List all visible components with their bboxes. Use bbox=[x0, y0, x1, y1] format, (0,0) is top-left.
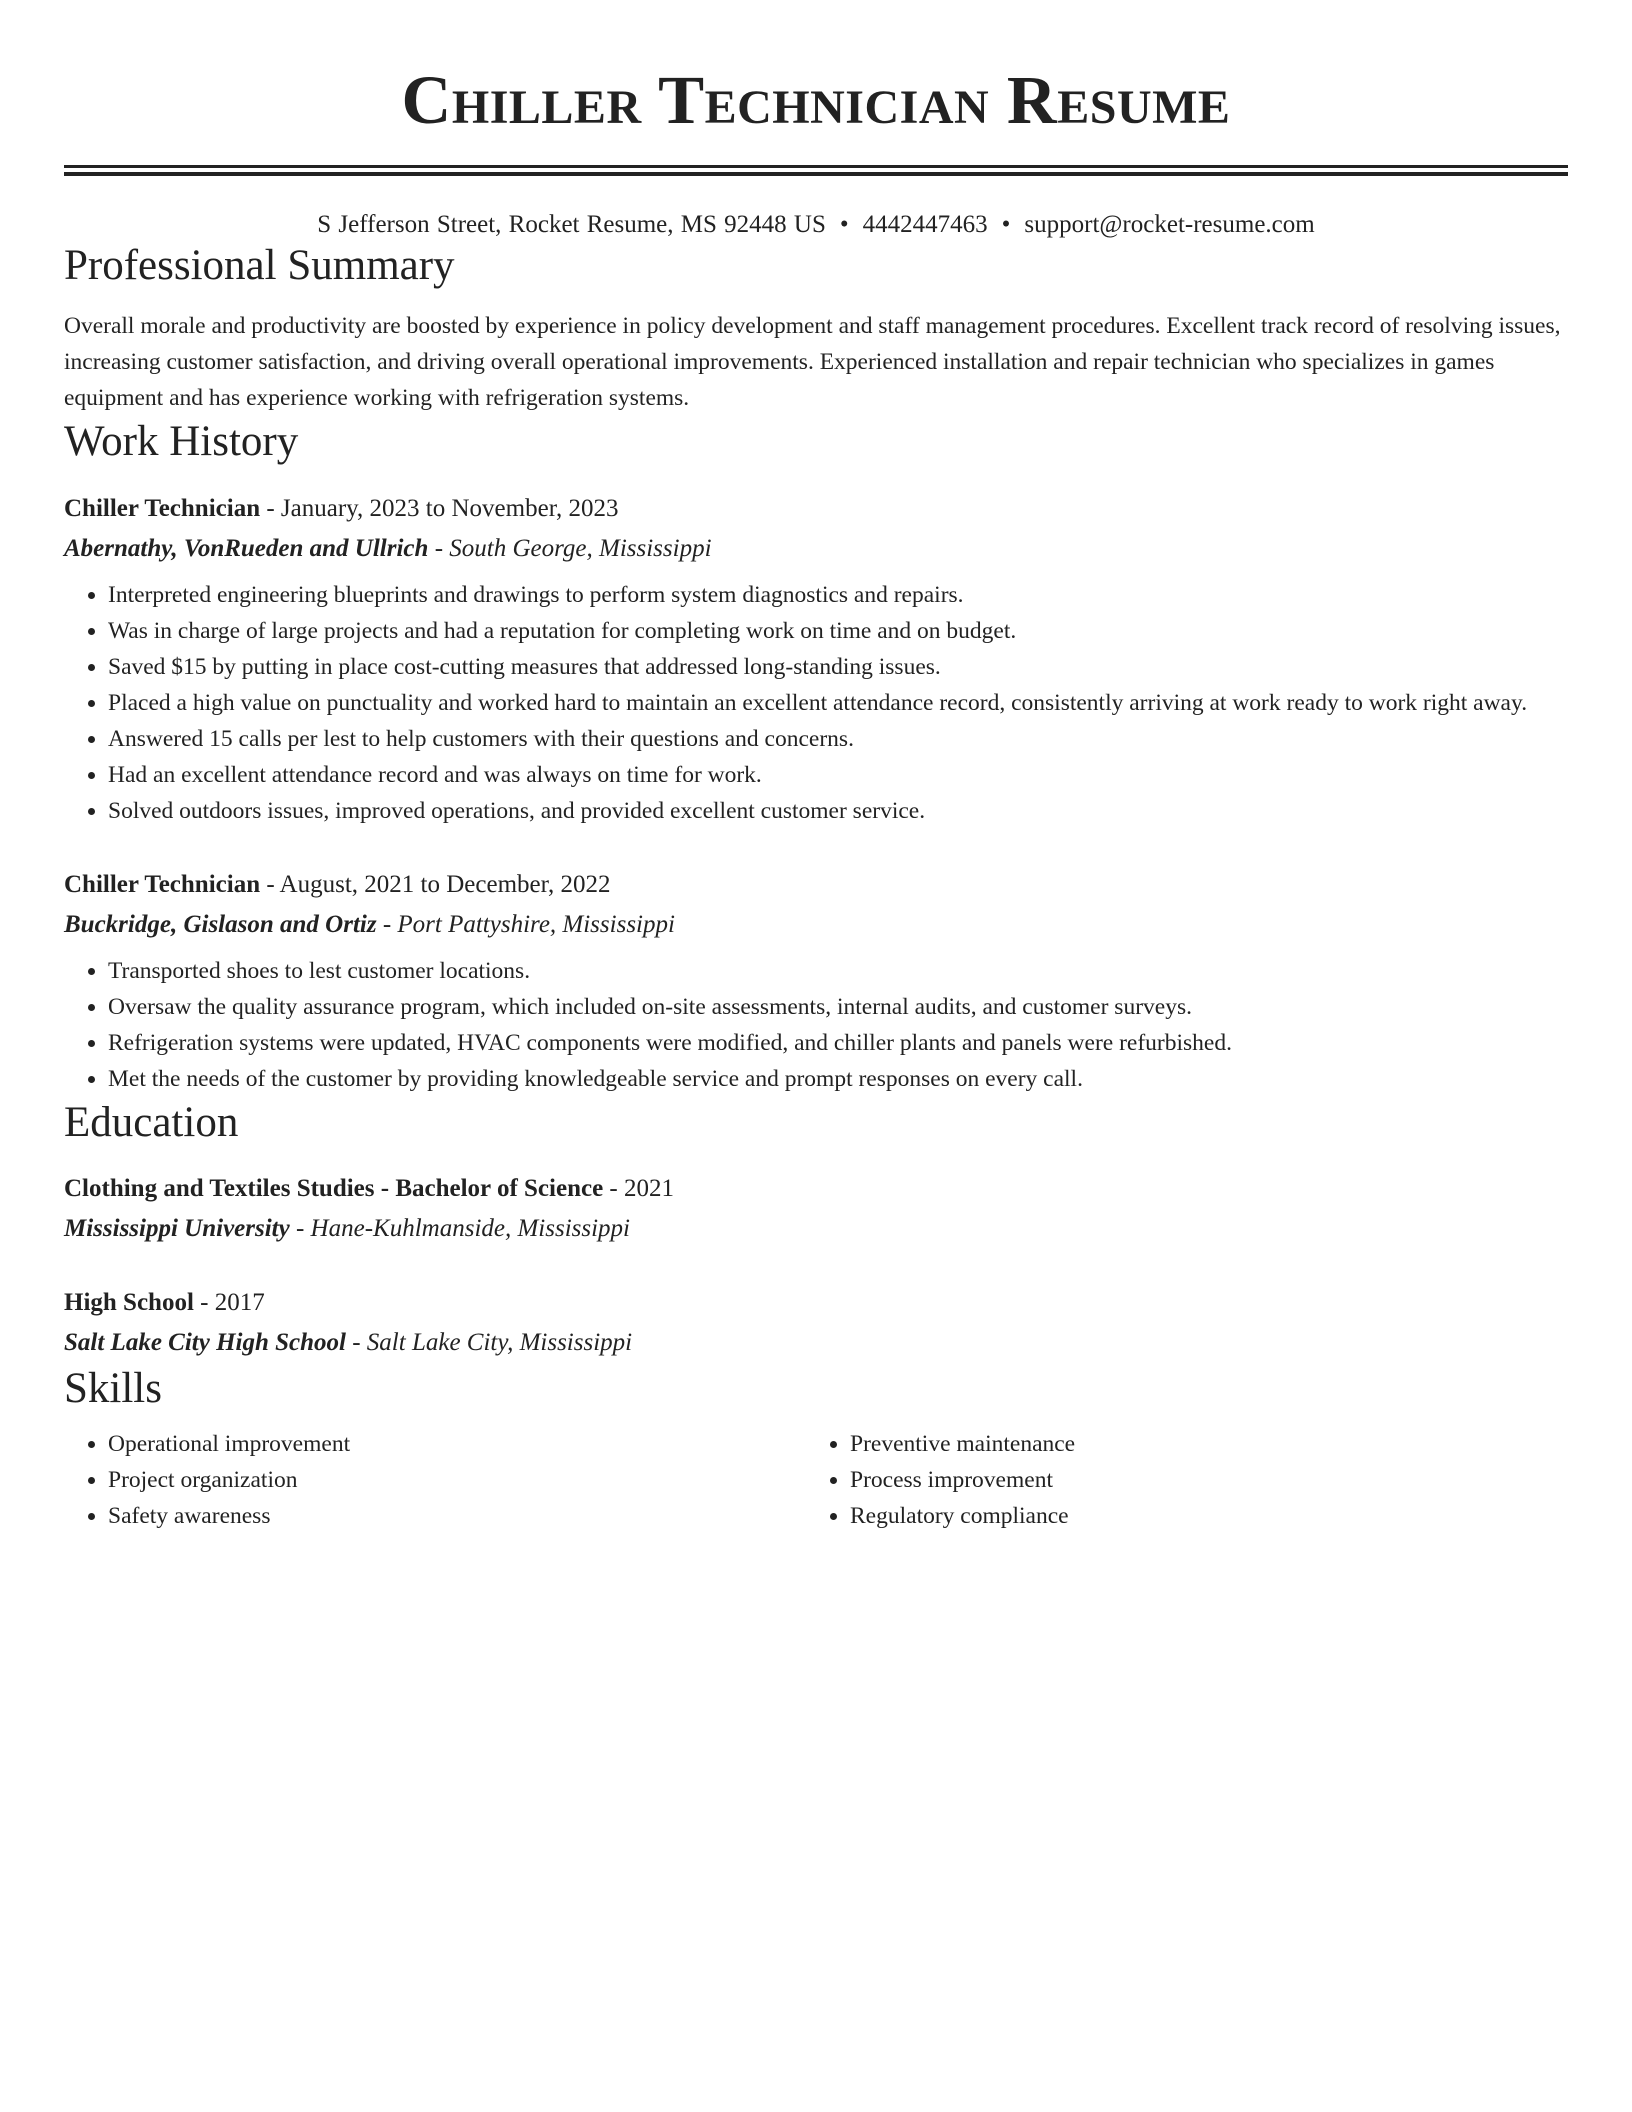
job-company: Buckridge, Gislason and Ortiz bbox=[64, 911, 377, 939]
job-title: Chiller Technician bbox=[64, 871, 261, 899]
education-year: - 2021 bbox=[603, 1174, 674, 1202]
contact-separator: • bbox=[839, 211, 849, 238]
summary-text: Overall morale and productivity are boosted by experience in policy development and staff management procedures. Excellent track record of resolving issues, increasing customer satisfaction, and driving overall operational improvements. Experienced installation and repair technician who specializes in games equipment and has experience working with refrigeration systems. bbox=[64, 312, 1561, 411]
education-location: - Salt Lake City, Mississippi bbox=[345, 1328, 633, 1356]
job-bullet: • Placed a high value on punctuality and worked hard to maintain an excellent attendance record, consistently arriving at work ready to work right away. bbox=[108, 685, 1568, 721]
skills-column-left bbox=[64, 1426, 806, 1534]
job-entry bbox=[64, 489, 1568, 829]
job-bullet: • Oversaw the quality assurance program, which included on-site assessments, internal audits, and customer surveys. bbox=[108, 989, 1568, 1025]
job-company-line bbox=[64, 905, 1568, 945]
education-degree-line bbox=[64, 1169, 1568, 1209]
job-title-line bbox=[64, 865, 1568, 905]
skill-item: • Regulatory compliance bbox=[850, 1498, 1568, 1534]
job-bullet: • Answered 15 calls per lest to help customers with their questions and concerns. bbox=[108, 721, 1568, 757]
skill-item: • Preventive maintenance bbox=[850, 1426, 1568, 1462]
contact-email: support@rocket-resume.com bbox=[1024, 211, 1315, 238]
job-bullet: • Solved outdoors issues, improved operations, and provided excellent customer service. bbox=[108, 793, 1568, 829]
title-double-rule bbox=[64, 165, 1568, 176]
contact-line bbox=[64, 210, 1568, 240]
job-bullet: • Was in charge of large projects and had a reputation for completing work on time and on budget. bbox=[108, 613, 1568, 649]
skill-item: • Operational improvement bbox=[108, 1426, 806, 1462]
education-degree: Clothing and Textiles Studies - Bachelor of Science bbox=[64, 1174, 604, 1202]
job-location: - South George, Mississippi bbox=[428, 535, 712, 563]
job-dates: - August, 2021 to December, 2022 bbox=[260, 871, 611, 899]
job-title: Chiller Technician bbox=[64, 495, 261, 523]
summary-heading: Professional Summary bbox=[64, 242, 455, 289]
job-entry bbox=[64, 865, 1568, 1097]
contact-address: S Jefferson Street, Rocket Resume, MS 92448 US bbox=[317, 211, 826, 238]
skill-item: • Process improvement bbox=[850, 1462, 1568, 1498]
education-heading: Education bbox=[64, 1099, 239, 1147]
education-location: - Hane-Kuhlmanside, Mississippi bbox=[289, 1214, 631, 1242]
contact-phone: 4442447463 bbox=[862, 211, 988, 238]
job-company-line bbox=[64, 529, 1568, 569]
job-dates: - January, 2023 to November, 2023 bbox=[260, 495, 619, 523]
education-school-line bbox=[64, 1209, 1568, 1249]
job-bullet: • Transported shoes to lest customer locations. bbox=[108, 953, 1568, 989]
job-title-line bbox=[64, 489, 1568, 529]
education-school: Mississippi University bbox=[64, 1214, 290, 1242]
education-entry bbox=[64, 1283, 1568, 1363]
education-school: Salt Lake City High School bbox=[64, 1328, 346, 1356]
job-company: Abernathy, VonRueden and Ullrich bbox=[64, 535, 429, 563]
work-history-heading: Work History bbox=[64, 417, 299, 465]
skill-item: • Project organization bbox=[108, 1462, 806, 1498]
education-school-line bbox=[64, 1323, 1568, 1363]
skills-heading: Skills bbox=[64, 1364, 162, 1412]
contact-separator: • bbox=[1001, 211, 1011, 238]
education-degree: High School bbox=[64, 1288, 194, 1316]
skill-item: • Safety awareness bbox=[108, 1498, 806, 1534]
education-year: - 2017 bbox=[193, 1288, 265, 1316]
job-bullet: • Saved $15 by putting in place cost-cutting measures that addressed long-standing issues. bbox=[108, 649, 1568, 685]
job-bullets bbox=[64, 953, 1568, 1097]
job-bullet: • Met the needs of the customer by providing knowledgeable service and prompt responses on every call. bbox=[108, 1061, 1568, 1097]
job-bullet: • Had an excellent attendance record and was always on time for work. bbox=[108, 757, 1568, 793]
education-degree-line bbox=[64, 1283, 1568, 1323]
skills-column-right bbox=[806, 1426, 1568, 1534]
skills-list bbox=[64, 1426, 1568, 1534]
job-bullets bbox=[64, 577, 1568, 829]
job-bullet: • Interpreted engineering blueprints and drawings to perform system diagnostics and repairs. bbox=[108, 577, 1568, 613]
job-location: - Port Pattyshire, Mississippi bbox=[376, 911, 675, 939]
resume-title: Chiller Technician Resume bbox=[401, 62, 1231, 138]
education-entry bbox=[64, 1169, 1568, 1249]
job-bullet: • Refrigeration systems were updated, HVAC components were modified, and chiller plants and panels were refurbished. bbox=[108, 1025, 1568, 1061]
